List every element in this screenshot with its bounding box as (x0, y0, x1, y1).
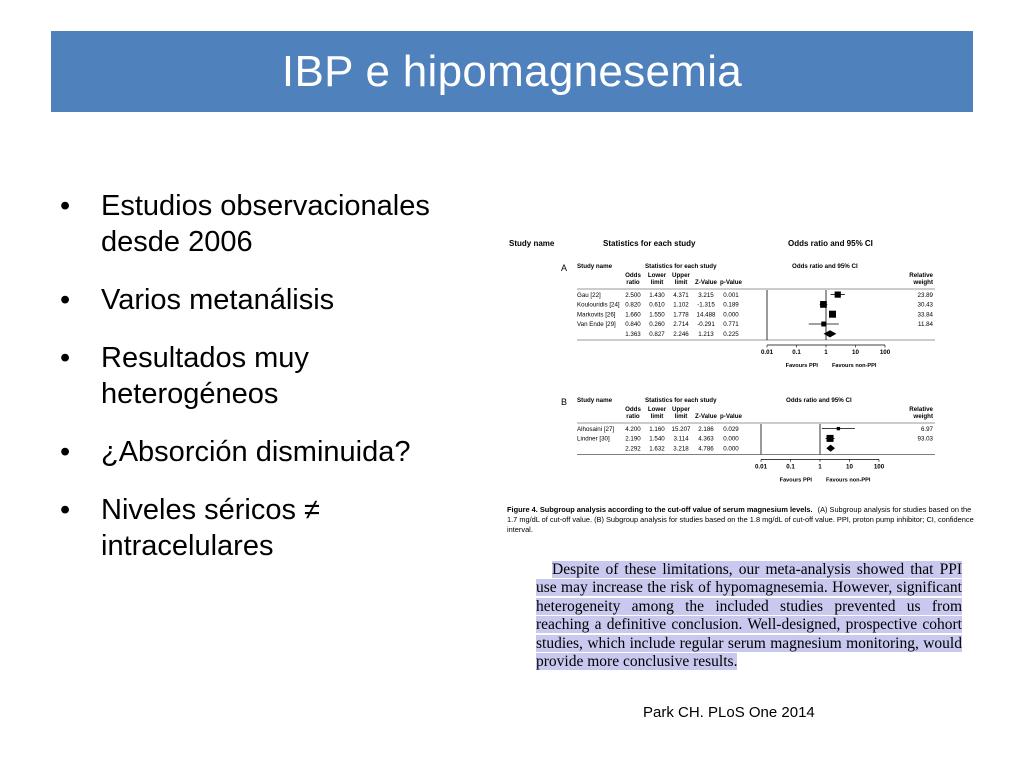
column-header-lower-2: limit (650, 279, 664, 286)
row-lower-limit: 0.610 (649, 301, 665, 309)
panel-study-header: Study name (577, 263, 613, 270)
favours-right-label: Favours non-PPI (832, 363, 877, 369)
row-weight: 6.97 (920, 425, 933, 433)
bullet-dot: • (60, 436, 71, 468)
column-header-weight-2: weight (913, 413, 933, 420)
row-z-value: 4.363 (698, 435, 714, 443)
row-lower-limit: 1.632 (649, 445, 665, 453)
study-marker (835, 291, 841, 297)
x-axis-tick-label: 0.01 (760, 349, 774, 356)
bullet-dot: • (60, 190, 71, 222)
bullet-text: ¿Absorción disminuida? (101, 436, 411, 468)
column-header-upper: Upper (672, 272, 690, 279)
column-header-odds: Odds (625, 406, 641, 413)
row-upper-limit: 2.714 (673, 321, 689, 329)
panel-stats-header: Statistics for each study (645, 397, 717, 404)
row-lower-limit: 0.827 (649, 331, 665, 338)
figure-caption-rest: (A) Subgroup analysis for studies based on the (817, 505, 972, 514)
row-odds-ratio: 0.840 (625, 321, 641, 329)
row-odds-ratio: 0.820 (625, 301, 641, 309)
bullet-dot: • (60, 494, 71, 526)
row-weight: 23.89 (917, 291, 933, 299)
row-upper-limit: 1.778 (673, 311, 689, 319)
panel-study-header: Study name (577, 397, 613, 404)
forest-plot-svg (505, 236, 995, 540)
bullet-text: Resultados muy heterogéneos (101, 342, 309, 410)
slide-title: IBP e hipomagnesemia (281, 46, 743, 96)
study-marker (821, 322, 826, 327)
row-weight: 11.84 (917, 321, 933, 329)
column-header-odds-2: ratio (626, 279, 640, 286)
row-study-name: Koulouridis [24] (577, 301, 620, 309)
figure-caption-bold: Figure 4. Subgroup analysis according to the cut-off value of serum magnesium levels. (507, 505, 813, 514)
row-p-value: 0.771 (723, 321, 739, 329)
column-header-odds: Odds (625, 272, 641, 279)
figure-caption-line3: interval. (507, 525, 533, 534)
x-axis-tick-label: 10 (846, 463, 853, 471)
row-upper-limit: 15.207 (671, 425, 691, 433)
row-z-value: -0.291 (697, 321, 715, 329)
study-marker (827, 435, 834, 442)
row-z-value: 3.215 (698, 291, 714, 299)
favours-right-label: Favours non-PPI (826, 477, 871, 484)
column-header-p: p-Value (719, 279, 743, 286)
bullet-item (60, 492, 470, 564)
row-odds-ratio: 1.363 (625, 331, 641, 338)
row-study-name: Gau [22] (577, 291, 601, 299)
fig-top-or-header: Odds ratio and 95% CI (788, 239, 873, 248)
x-axis-tick-label: 100 (873, 463, 885, 471)
panel-or-header: Odds ratio and 95% CI (786, 397, 852, 404)
row-lower-limit: 0.260 (649, 321, 665, 329)
column-header-lower-2: limit (650, 413, 664, 420)
column-header-upper: Upper (672, 406, 690, 413)
row-study-name: Lindner [30] (577, 435, 610, 443)
row-upper-limit: 2.246 (673, 331, 689, 338)
row-p-value: 0.000 (723, 311, 739, 319)
row-z-value: -1.315 (697, 301, 715, 309)
row-upper-limit: 1.102 (673, 301, 689, 309)
row-p-value: 0.189 (723, 301, 739, 309)
bullet-list (60, 188, 470, 586)
x-axis-tick-label: 10 (852, 349, 859, 356)
column-header-weight: Relative (909, 406, 933, 413)
favours-left-label: Favours PPI (785, 363, 818, 369)
row-odds-ratio: 2.190 (625, 435, 641, 443)
row-upper-limit: 3.114 (673, 435, 689, 443)
bullet-item (60, 188, 470, 260)
figure-caption-line2: 1.7 mg/dL of cut-off value. (B) Subgroup analysis for studies based on the 1.8 mg/dL of cut-off value. PPI, proton pump inhibitor; CI, confidence (507, 515, 974, 524)
bullet-dot: • (60, 342, 71, 374)
row-odds-ratio: 1.660 (625, 311, 641, 319)
summary-diamond (826, 445, 835, 452)
panel-or-header: Odds ratio and 95% CI (792, 263, 858, 270)
column-header-weight: Relative (909, 272, 933, 279)
x-axis-tick-label: 1 (824, 349, 828, 356)
bullet-item (60, 434, 470, 470)
row-study-name: Markovits [26] (577, 311, 616, 319)
forest-plot-figure (505, 236, 995, 540)
column-header-lower: Lower (647, 272, 667, 279)
row-odds-ratio: 2.292 (625, 445, 641, 453)
bullet-item (60, 340, 470, 412)
row-z-value: 1.213 (698, 331, 714, 338)
column-header-weight-2: weight (913, 279, 933, 286)
study-marker (820, 301, 827, 308)
citation: Park CH. PLoS One 2014 (643, 704, 815, 721)
fig-top-stats-header: Statistics for each study (603, 239, 696, 248)
panel-letter: A (561, 263, 568, 273)
column-header-upper-2: limit (674, 279, 688, 286)
row-lower-limit: 1.550 (649, 311, 665, 319)
x-axis-tick-label: 0.1 (786, 463, 795, 471)
row-z-value: 4.786 (698, 445, 714, 453)
row-lower-limit: 1.540 (649, 435, 665, 443)
row-p-value: 0.225 (723, 331, 739, 338)
column-header-upper-2: limit (674, 413, 688, 420)
row-study-name: Van Ende [29] (577, 321, 616, 329)
bullet-text: Varios metanálisis (101, 284, 335, 316)
row-weight: 33.84 (917, 311, 933, 319)
figure-caption-line1 (507, 505, 971, 514)
row-upper-limit: 4.371 (673, 291, 689, 299)
column-header-lower: Lower (647, 406, 667, 413)
title-bar (51, 31, 973, 112)
row-z-value: 14.488 (696, 311, 716, 319)
row-upper-limit: 3.218 (673, 445, 689, 453)
row-p-value: 0.000 (723, 445, 739, 453)
row-lower-limit: 1.160 (649, 425, 665, 433)
x-axis-tick-label: 1 (818, 463, 822, 471)
study-marker (829, 311, 836, 318)
x-axis-tick-label: 100 (879, 349, 891, 356)
x-axis-tick-label: 0.1 (792, 349, 801, 356)
bullet-text: Estudios observacionales desde 2006 (101, 190, 430, 258)
fig-top-study-header: Study name (509, 239, 555, 248)
column-header-odds-2: ratio (626, 413, 640, 420)
quote-highlight: Despite of these limitations, our meta-analysis showed that PPI use may increase the risk of hypomagnesemia. However, significant heterogeneity among the included studies prevented us from reaching a definitive conclusion. Well-designed, prospective cohort studies, which include regular serum magnesium monitoring, would provide more conclusive results. (536, 561, 962, 671)
panel-letter: B (561, 397, 568, 407)
bullet-dot: • (60, 284, 71, 316)
row-p-value: 0.001 (723, 291, 739, 299)
row-odds-ratio: 2.500 (625, 291, 641, 299)
x-axis-tick-label: 0.01 (754, 463, 768, 471)
row-lower-limit: 1.430 (649, 291, 665, 299)
row-p-value: 0.029 (723, 425, 739, 433)
bullet-text: Niveles séricos ≠ intracelulares (101, 494, 320, 562)
favours-left-label: Favours PPI (779, 477, 812, 484)
row-study-name: Alhosaini [27] (577, 425, 615, 433)
column-header-z: Z-Value (694, 413, 718, 420)
summary-diamond (824, 330, 837, 337)
panel-b (561, 397, 935, 483)
row-z-value: 2.186 (698, 425, 714, 433)
study-marker (837, 427, 840, 430)
row-odds-ratio: 4.200 (625, 425, 641, 433)
bullet-item (60, 282, 470, 318)
panel-stats-header: Statistics for each study (645, 263, 717, 270)
column-header-p: p-Value (719, 413, 743, 420)
column-header-z: Z-Value (694, 279, 718, 286)
panel-a (561, 263, 935, 369)
row-weight: 93.03 (917, 435, 933, 443)
quote-paragraph (536, 561, 962, 671)
row-weight: 30.43 (917, 301, 933, 309)
row-p-value: 0.000 (723, 435, 739, 443)
